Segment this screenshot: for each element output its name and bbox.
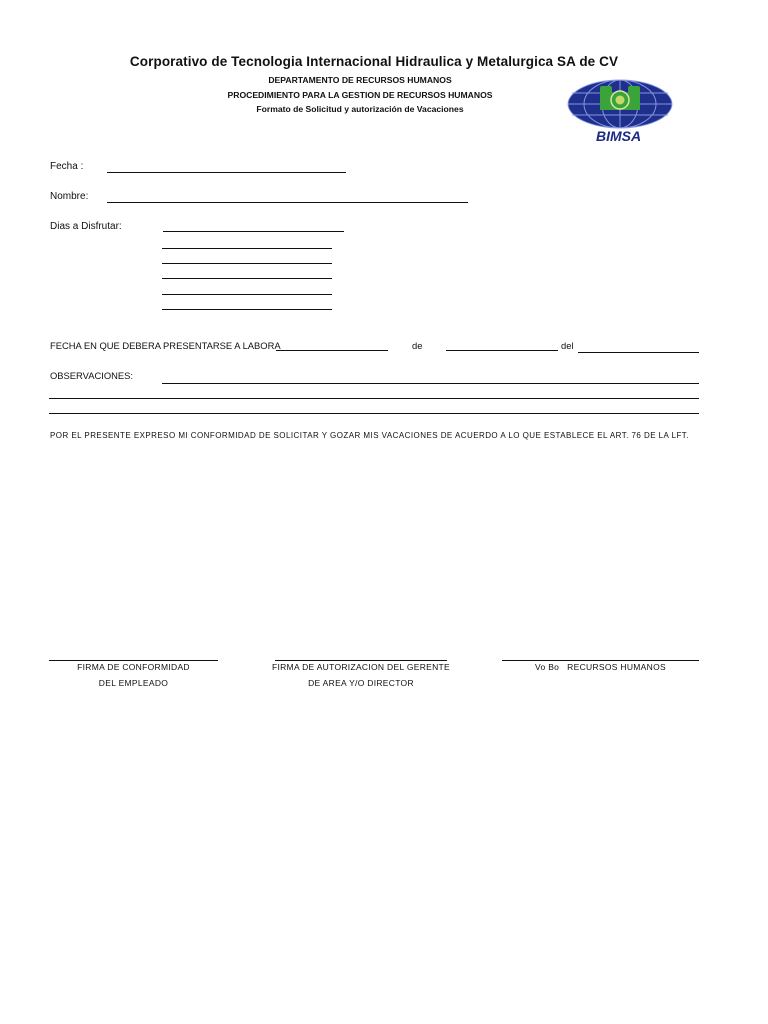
observaciones-field-line[interactable]	[49, 413, 699, 414]
dias-field-line[interactable]	[163, 231, 344, 232]
form-title: Formato de Solicitud y autorización de Vacaciones	[256, 104, 464, 114]
return-year-field-line[interactable]	[578, 352, 699, 353]
department-title: DEPARTAMENTO DE RECURSOS HUMANOS	[268, 75, 452, 85]
nombre-field-line[interactable]	[107, 202, 468, 203]
hr-signature-caption: Vo Bo RECURSOS HUMANOS	[535, 662, 666, 672]
observaciones-field-line[interactable]	[162, 383, 699, 384]
logo-text: BIMSA	[596, 128, 642, 144]
manager-signature-caption-2: DE AREA Y/O DIRECTOR	[308, 678, 414, 688]
de-label: de	[412, 340, 423, 351]
dias-field-line[interactable]	[162, 294, 332, 295]
employee-signature-line[interactable]	[49, 660, 218, 661]
dias-label: Dias a Disfrutar:	[50, 221, 122, 232]
employee-signature-caption-2: DEL EMPLEADO	[98, 678, 169, 688]
return-month-field-line[interactable]	[446, 350, 558, 351]
fecha-field-line[interactable]	[107, 172, 346, 173]
dias-field-line[interactable]	[162, 278, 332, 279]
company-name: Corporativo de Tecnologia Internacional Hidraulica y Metalurgica SA de CV	[129, 54, 619, 69]
bimsa-logo	[566, 76, 678, 150]
del-label: del	[561, 340, 574, 351]
procedure-title: PROCEDIMIENTO PARA LA GESTION DE RECURSOS HUMANOS	[227, 90, 493, 100]
observaciones-field-line[interactable]	[49, 398, 699, 399]
employee-signature-caption-1: FIRMA DE CONFORMIDAD	[77, 662, 190, 672]
hr-signature-line[interactable]	[502, 660, 699, 661]
manager-signature-caption-1: FIRMA DE AUTORIZACION DEL GERENTE	[271, 662, 451, 672]
dias-field-line[interactable]	[162, 309, 332, 310]
return-date-label: FECHA EN QUE DEBERA PRESENTARSE A LABORA	[50, 340, 281, 351]
nombre-label: Nombre:	[50, 191, 89, 202]
dias-field-line[interactable]	[162, 248, 332, 249]
fecha-label: Fecha :	[50, 161, 84, 172]
observaciones-label: OBSERVACIONES:	[50, 370, 134, 381]
return-day-field-line[interactable]	[276, 350, 388, 351]
declaration-text: POR EL PRESENTE EXPRESO MI CONFORMIDAD DE SOLICITAR Y GOZAR MIS VACACIONES DE ACUERDO A LO QUE ESTABLECE EL ART. 76 DE LA LFT.	[50, 431, 689, 440]
dias-field-line[interactable]	[162, 263, 332, 264]
manager-signature-line[interactable]	[275, 660, 447, 661]
